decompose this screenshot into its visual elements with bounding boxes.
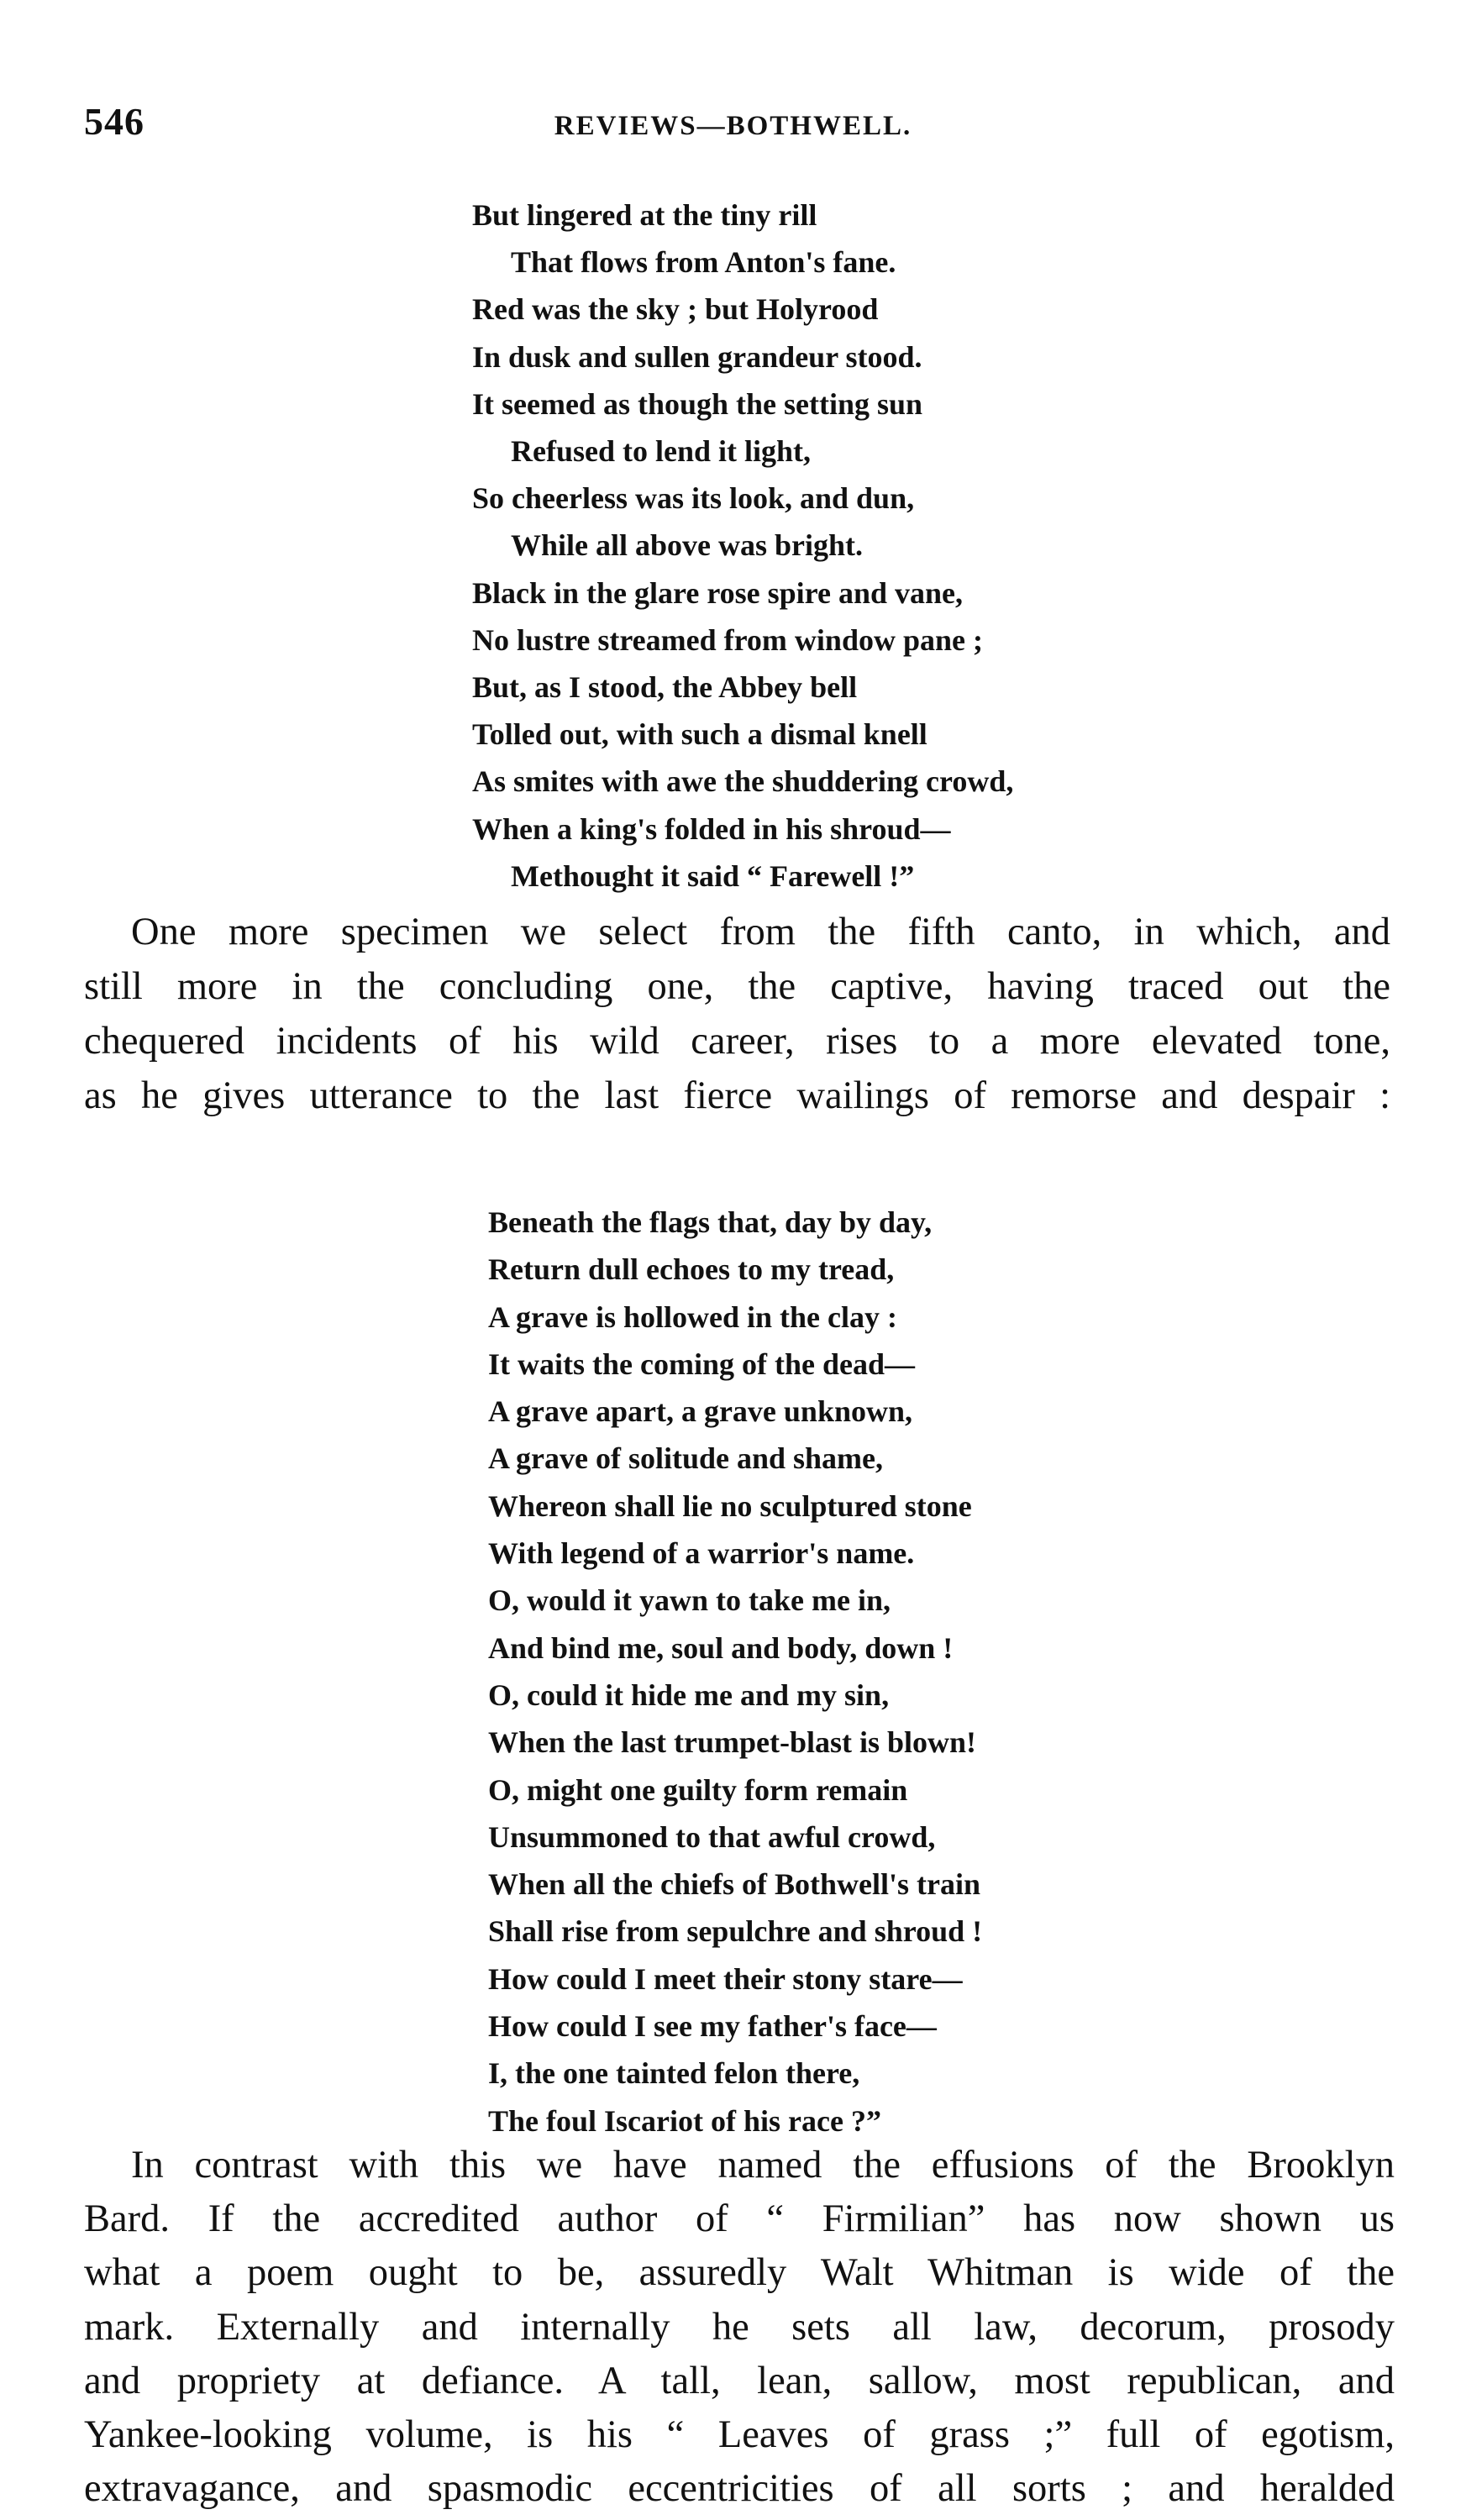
verse-line: Shall rise from sepulchre and shroud ! — [488, 1914, 983, 1949]
verse-line: The foul Iscariot of his race ?” — [488, 2103, 881, 2138]
verse-line: While all above was bright. — [511, 528, 864, 563]
paragraph-line: still more in the concluding one, the captive, having traced out the — [84, 965, 1390, 1008]
verse-line: How could I see my father's face— — [488, 2009, 937, 2044]
page-number: 546 — [84, 100, 144, 143]
verse-line: O, might one guilty form remain — [488, 1772, 908, 1807]
verse-line: In dusk and sullen grandeur stood. — [472, 339, 922, 374]
verse-line: O, would it yawn to take me in, — [488, 1583, 891, 1618]
body-paragraph-2 — [84, 2139, 1395, 2516]
verse-line: But lingered at the tiny rill — [472, 198, 817, 232]
verse-line: When the last trumpet-blast is blown! — [488, 1725, 977, 1760]
verse-quotation-2 — [488, 1199, 982, 2145]
verse-line: Methought it said “ Farewell !” — [511, 858, 915, 893]
paragraph-line: what a poem ought to be, assuredly Walt Whitman is wide of the — [84, 2251, 1395, 2295]
verse-line: Tolled out, with such a dismal knell — [472, 717, 927, 752]
paragraph-line: One more specimen we select from the fifth canto, in which, and — [131, 911, 1390, 953]
verse-line: It seemed as though the setting sun — [472, 386, 923, 421]
running-head: REVIEWS—BOTHWELL. — [554, 111, 912, 141]
verse-line: Red was the sky ; but Holyrood — [472, 292, 879, 327]
paragraph-line: In contrast with this we have named the effusions of the Brooklyn — [131, 2144, 1395, 2187]
verse-line: How could I meet their stony stare— — [488, 1961, 963, 1996]
verse-line: As smites with awe the shuddering crowd, — [472, 764, 1014, 799]
paragraph-line: extravagance, and spasmodic eccentricities of all sorts ; and heralded — [84, 2467, 1395, 2511]
verse-line: Black in the glare rose spire and vane, — [472, 575, 964, 610]
verse-line: That flows from Anton's fane. — [511, 245, 896, 280]
paragraph-line: Bard. If the accredited author of “ Firmilian” has now shown us — [84, 2197, 1395, 2241]
verse-line: No lustre streamed from window pane ; — [472, 622, 983, 657]
verse-line: A grave of solitude and shame, — [488, 1441, 884, 1476]
verse-line: Return dull echoes to my tread, — [488, 1252, 895, 1287]
paragraph-line: and propriety at defiance. A tall, lean, sallow, most republican, and — [84, 2359, 1395, 2402]
verse-line: It waits the coming of the dead— — [488, 1347, 915, 1381]
verse-line: But, as I stood, the Abbey bell — [472, 670, 858, 705]
verse-quotation-1 — [472, 192, 1013, 900]
verse-line: Beneath the flags that, day by day, — [488, 1205, 933, 1239]
verse-line: And bind me, soul and body, down ! — [488, 1630, 954, 1665]
body-paragraph-1 — [84, 905, 1390, 1123]
paragraph-line: as he gives utterance to the last fierce wailings of remorse and despair : — [84, 1074, 1390, 1117]
paragraph-line: chequered incidents of his wild career, rises to a more elevated tone, — [84, 1020, 1390, 1063]
verse-line: Refused to lend it light, — [511, 434, 812, 469]
verse-line: A grave is hollowed in the clay : — [488, 1299, 897, 1334]
paragraph-line: Yankee-looking volume, is his “ Leaves of grass ;” full of egotism, — [84, 2413, 1395, 2457]
verse-line: So cheerless was its look, and dun, — [472, 481, 915, 516]
verse-line: O, could it hide me and my sin, — [488, 1677, 890, 1712]
verse-line: Unsummoned to that awful crowd, — [488, 1819, 936, 1854]
paragraph-line: mark. Externally and internally he sets all law, decorum, prosody — [84, 2305, 1395, 2349]
verse-line: When a king's folded in his shroud— — [472, 811, 951, 846]
verse-line: Whereon shall lie no sculptured stone — [488, 1488, 972, 1523]
verse-line: I, the one tainted felon there, — [488, 2056, 860, 2091]
verse-line: A grave apart, a grave unknown, — [488, 1394, 913, 1429]
verse-line: When all the chiefs of Bothwell's train — [488, 1867, 980, 1902]
verse-line: With legend of a warrior's name. — [488, 1536, 915, 1571]
